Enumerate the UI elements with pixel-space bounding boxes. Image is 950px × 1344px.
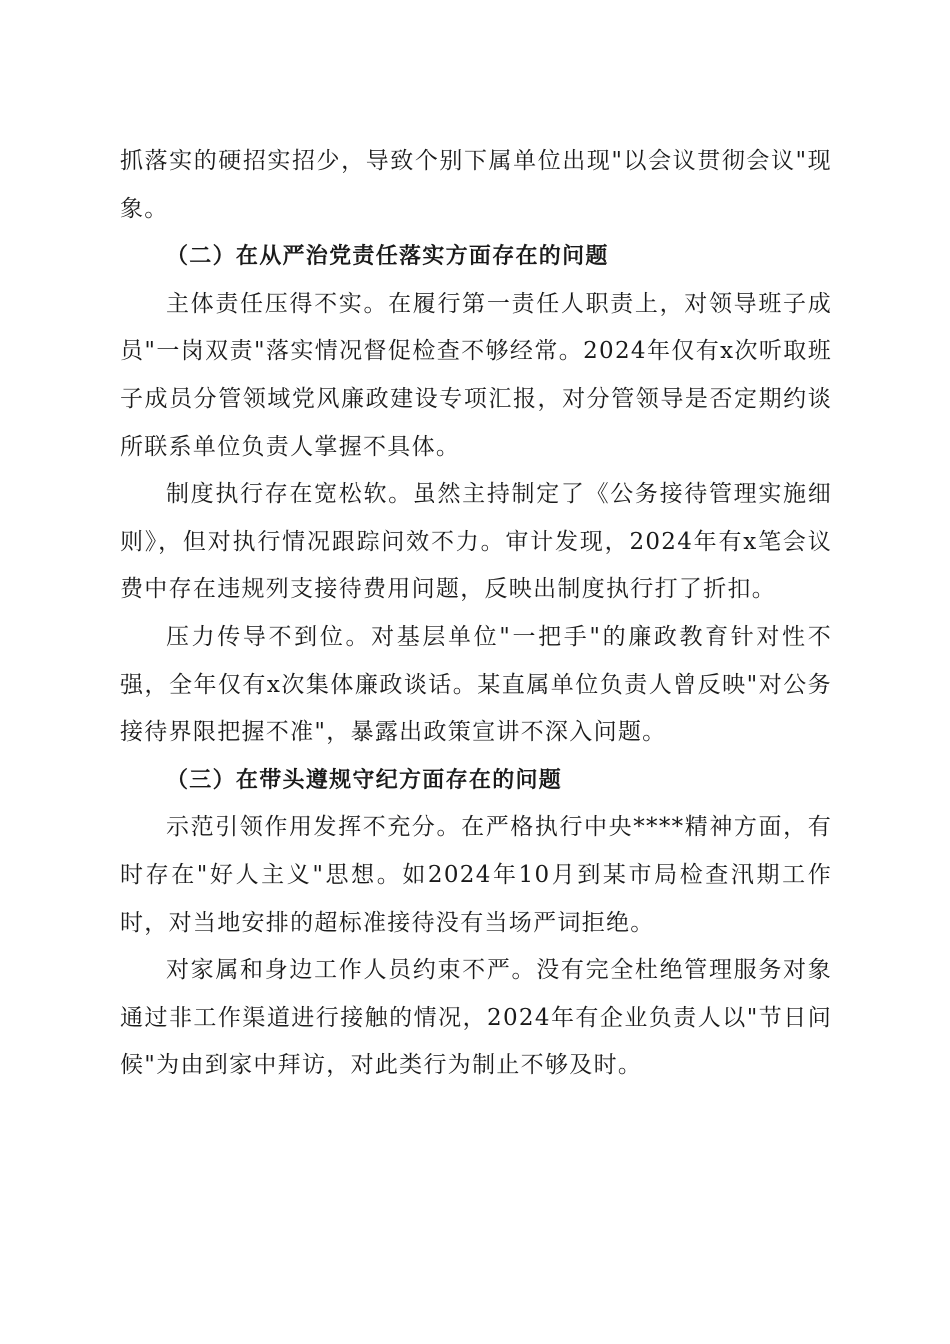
paragraph-continuation: 抓落实的硬招实招少，导致个别下属单位出现"以会议贯彻会议"现象。 bbox=[120, 148, 832, 222]
paragraph-exemplary-role: 示范引领作用发挥不充分。在严格执行中央****精神方面，有时存在"好人主义"思想。如2024年10月到某市局检查汛期工作时，对当地安排的超标准接待没有当场严词拒绝。 bbox=[120, 814, 832, 936]
section-heading-3: （三）在带头遵规守纪方面存在的问题 bbox=[166, 767, 563, 793]
paragraph-system-execution: 制度执行存在宽松软。虽然主持制定了《公务接待管理实施细则》，但对执行情况跟踪问效不力。审计发现，2024年有x笔会议费中存在违规列支接待费用问题，反映出制度执行打了折扣。 bbox=[120, 481, 832, 603]
paragraph-family-constraint: 对家属和身边工作人员约束不严。没有完全杜绝管理服务对象通过非工作渠道进行接触的情况，2024年有企业负责人以"节日问候"为由到家中拜访，对此类行为制止不够及时。 bbox=[120, 957, 832, 1079]
paragraph-main-responsibility: 主体责任压得不实。在履行第一责任人职责上，对领导班子成员"一岗双责"落实情况督促检查不够经常。2024年仅有x次听取班子成员分管领域党风廉政建设专项汇报，对分管领导是否定期约谈所联系单位负责人掌握不具体。 bbox=[120, 290, 832, 460]
section-heading-2: （二）在从严治党责任落实方面存在的问题 bbox=[166, 244, 609, 270]
document-body bbox=[120, 138, 832, 1090]
paragraph-pressure-transmission: 压力传导不到位。对基层单位"一把手"的廉政教育针对性不强，全年仅有x次集体廉政谈话。某直属单位负责人曾反映"对公务接待界限把握不准"，暴露出政策宣讲不深入问题。 bbox=[120, 623, 832, 746]
